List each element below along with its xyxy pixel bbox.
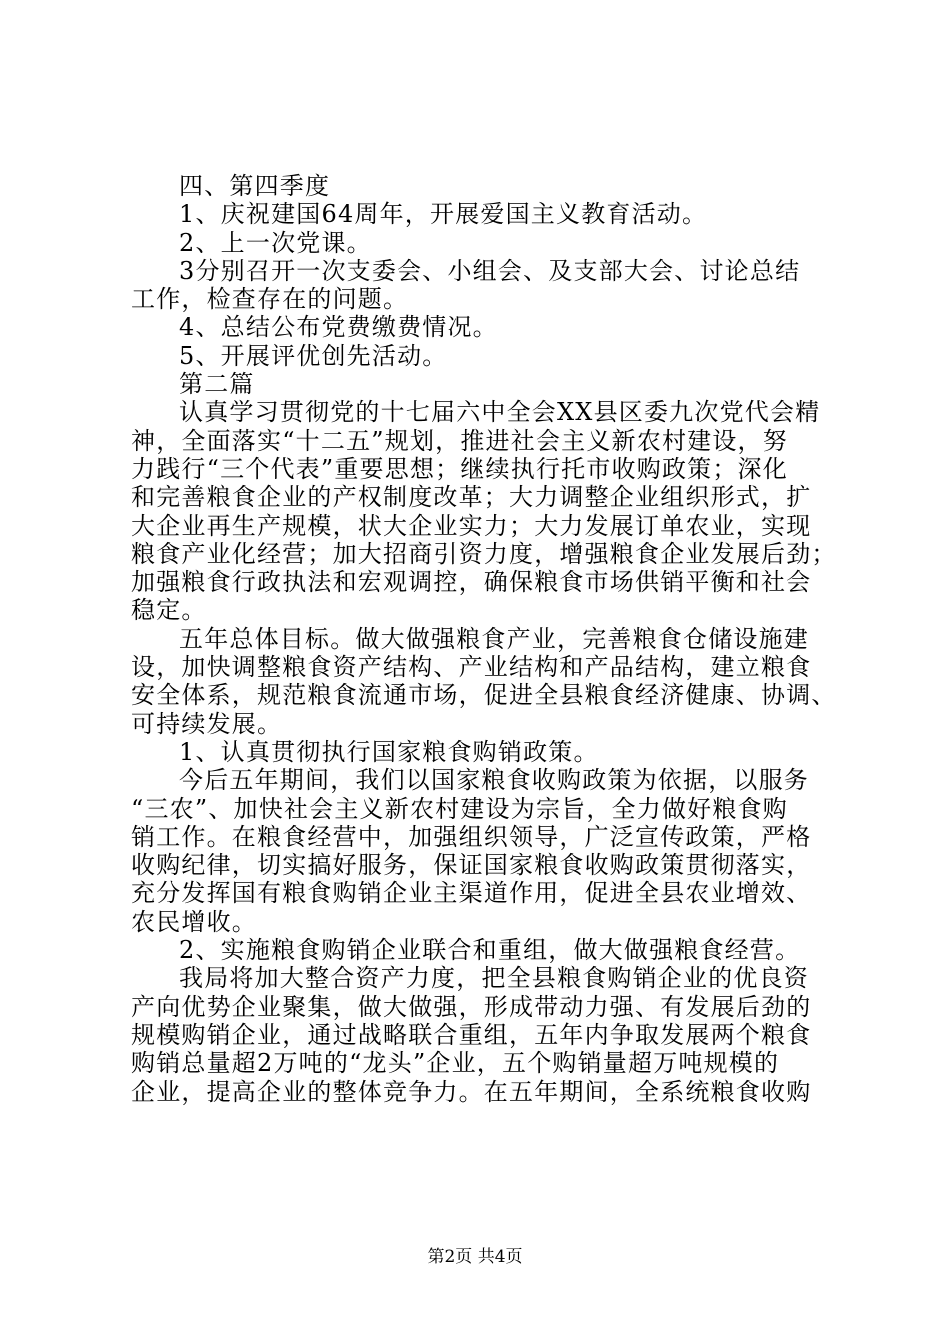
- text-line: 四、第四季度: [179, 172, 331, 200]
- text-line: 规模购销企业，通过战略联合重组，五年内争取发展两个粮食: [131, 1020, 812, 1049]
- text-line: 设，加快调整粮食资产结构、产业结构和产品结构，建立粮食: [131, 653, 812, 682]
- text-line: 大企业再生产规模，状大企业实力；大力发展订单农业，实现: [131, 511, 812, 540]
- text-line: 稳定。: [131, 596, 207, 625]
- document-body: [131, 172, 837, 1106]
- text-line: 五年总体目标。做大做强粮食产业，完善粮食仓储设施建: [179, 624, 809, 653]
- text-line: 产向优势企业聚集，做大做强，形成带动力强、有发展后劲的: [131, 992, 812, 1021]
- text-line: 3分别召开一次支委会、小组会、及支部大会、讨论总结: [179, 256, 801, 285]
- text-line: 农民增收。: [131, 907, 257, 936]
- text-line: 安全体系，规范粮食流通市场，促进全县粮食经济健康、协调、: [131, 681, 837, 710]
- text-line: 加强粮食行政执法和宏观调控，确保粮食市场供销平衡和社会: [131, 568, 812, 597]
- text-line: 和完善粮食企业的产权制度改革；大力调整企业组织形式，扩: [131, 483, 812, 512]
- text-line: 企业，提高企业的整体竞争力。在五年期间，全系统粮食收购: [131, 1077, 812, 1106]
- text-line: 工作，检查存在的问题。: [131, 285, 409, 314]
- text-line: 可持续发展。: [131, 709, 283, 738]
- text-line: 1、庆祝建国64周年，开展爱国主义教育活动。: [179, 200, 708, 229]
- text-line: 认真学习贯彻党的十七届六中全会XX县区委九次党代会精: [179, 398, 821, 427]
- text-line: 第二篇: [179, 370, 255, 399]
- text-line: “三农”、加快社会主义新农村建设为宗旨，全力做好粮食购: [131, 794, 788, 823]
- text-line: 1、认真贯彻执行国家粮食购销政策。: [179, 737, 599, 766]
- page-footer: 第2页 共4页: [427, 1247, 523, 1267]
- text-line: 5、开展评优创先活动。: [179, 341, 448, 370]
- text-line: 充分发挥国有粮食购销企业主渠道作用，促进全县农业增效、: [131, 879, 812, 908]
- text-line: 2、上一次党课。: [179, 228, 372, 257]
- text-line: 购销总量超2万吨的“龙头”企业，五个购销量超万吨规模的: [131, 1049, 780, 1078]
- text-line: 我局将加大整合资产力度，把全县粮食购销企业的优良资: [179, 964, 809, 993]
- text-line: 收购纪律，切实搞好服务，保证国家粮食收购政策贯彻落实，: [131, 851, 812, 880]
- text-line: 粮食产业化经营；加大招商引资力度，增强粮食企业发展后劲；: [131, 539, 837, 568]
- text-line: 神，全面落实“十二五”规划，推进社会主义新农村建设，努: [131, 426, 788, 455]
- text-line: 力践行“三个代表”重要思想；继续执行托市收购政策；深化: [131, 454, 788, 483]
- text-line: 2、实施粮食购销企业联合和重组，做大做强粮食经营。: [179, 936, 801, 965]
- text-line: 销工作。在粮食经营中，加强组织领导，广泛宣传政策，严格: [131, 822, 812, 851]
- text-line: 4、总结公布党费缴费情况。: [179, 313, 498, 342]
- text-line: 今后五年期间，我们以国家粮食收购政策为依据，以服务: [179, 766, 809, 795]
